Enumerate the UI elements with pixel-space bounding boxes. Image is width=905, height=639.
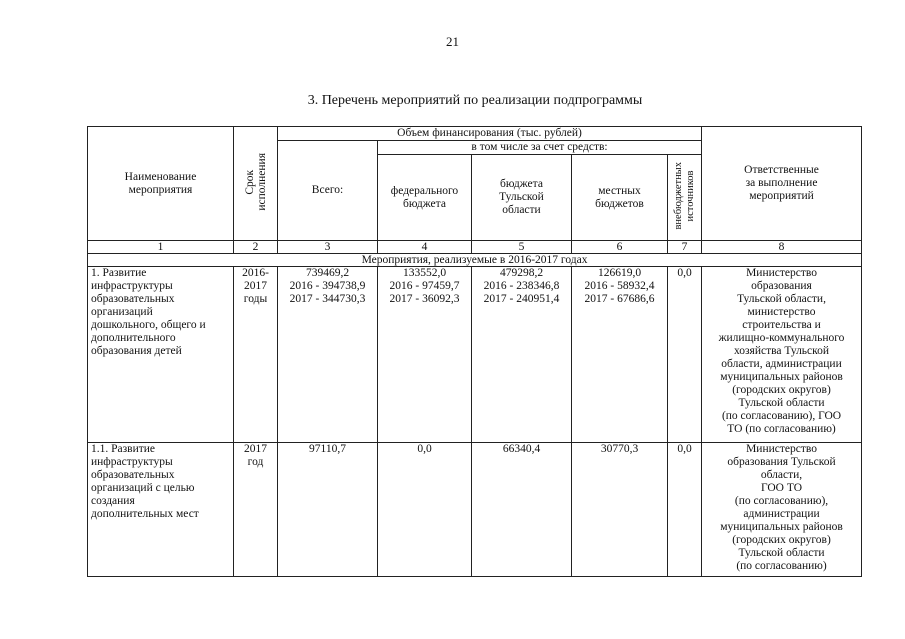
period-row	[88, 254, 862, 267]
header-funding: Объем финансирования (тыс. рублей)	[278, 127, 702, 141]
header-name: Наименование мероприятия	[88, 127, 234, 241]
activity-name: 1. Развитие инфраструктуры образовательных организаций дошкольного, общего и дополнительного образования детей	[88, 267, 234, 443]
period-label: Мероприятия, реализуемые в 2016-2017 годах	[88, 254, 862, 267]
header-regional: бюджета Тульской области	[472, 155, 572, 241]
funding-extra: 0,0	[668, 443, 702, 577]
responsible-parties: Министерство образования Тульской области, ГОО ТО (по согласованию), администрации муниципальных районов (городских округов) Тульской области (по согласованию)	[702, 443, 862, 577]
column-number: 7	[668, 241, 702, 254]
funding-total: 739469,2 2016 - 394738,9 2017 - 344730,3	[278, 267, 378, 443]
column-number: 6	[572, 241, 668, 254]
column-number: 2	[234, 241, 278, 254]
activities-table	[87, 126, 862, 577]
header-extra: внебюджетных источников	[668, 155, 702, 241]
column-number: 5	[472, 241, 572, 254]
funding-federal: 0,0	[378, 443, 472, 577]
funding-total: 97110,7	[278, 443, 378, 577]
column-number: 8	[702, 241, 862, 254]
table-row	[88, 443, 862, 577]
funding-federal: 133552,0 2016 - 97459,7 2017 - 36092,3	[378, 267, 472, 443]
table-row	[88, 267, 862, 443]
funding-regional: 479298,2 2016 - 238346,8 2017 - 240951,4	[472, 267, 572, 443]
responsible-parties: Министерство образования Тульской области, министерство строительства и жилищно-коммунального хозяйства Тульской области, администрации муниципальных районов (городских округов) Тульской области (по согласованию), ГОО ТО (по согласованию)	[702, 267, 862, 443]
activity-name: 1.1. Развитие инфраструктуры образовательных организаций с целью создания дополнительных мест	[88, 443, 234, 577]
funding-regional: 66340,4	[472, 443, 572, 577]
page-number: 21	[446, 34, 459, 49]
activity-term: 2016- 2017 годы	[234, 267, 278, 443]
column-number: 4	[378, 241, 472, 254]
column-numbers-row	[88, 241, 862, 254]
funding-extra: 0,0	[668, 267, 702, 443]
funding-local: 30770,3	[572, 443, 668, 577]
column-number: 3	[278, 241, 378, 254]
header-term: Срок исполнения	[234, 127, 278, 241]
activity-term: 2017 год	[234, 443, 278, 577]
header-total: Всего:	[278, 141, 378, 241]
header-federal: федерального бюджета	[378, 155, 472, 241]
header-responsible: Ответственные за выполнение мероприятий	[702, 127, 862, 241]
section-title: 3. Перечень мероприятий по реализации подпрограммы	[307, 93, 643, 108]
header-local: местных бюджетов	[572, 155, 668, 241]
header-including: в том числе за счет средств:	[378, 141, 702, 155]
funding-local: 126619,0 2016 - 58932,4 2017 - 67686,6	[572, 267, 668, 443]
column-number: 1	[88, 241, 234, 254]
